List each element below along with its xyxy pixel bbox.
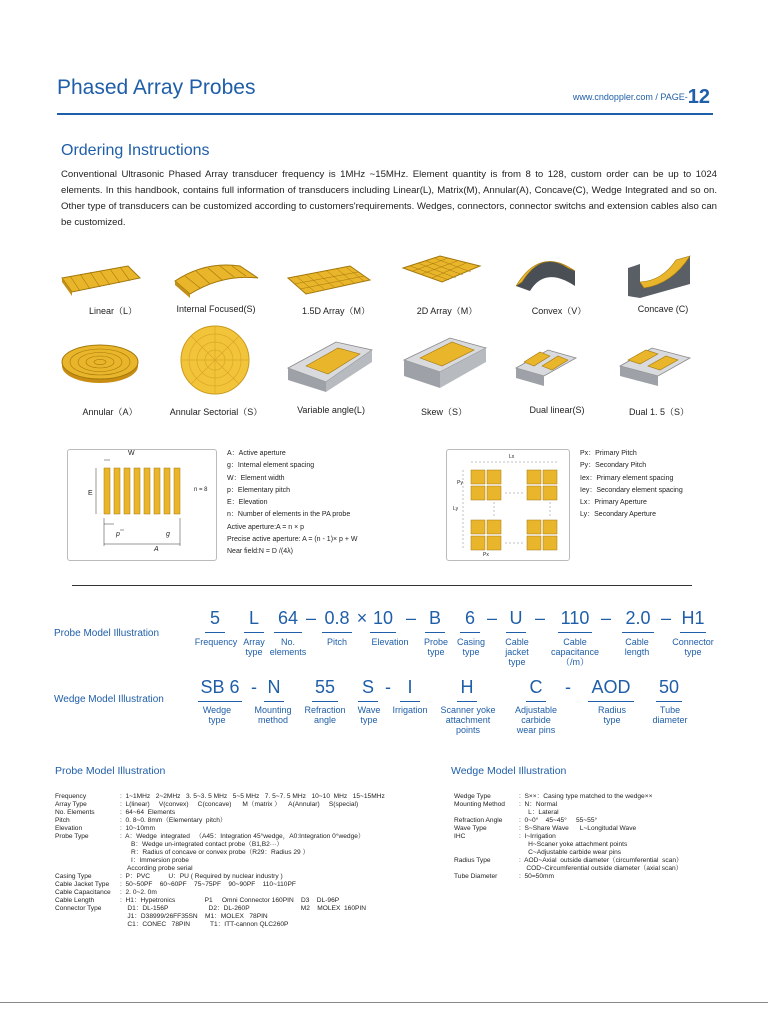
array-2d-probe-image xyxy=(403,256,480,282)
code-pitch: 0.8 xyxy=(324,608,350,628)
legend-line: E：Elevation xyxy=(227,499,268,507)
caption-wedge-type: Wedge type xyxy=(202,705,232,725)
wedge-model-captions xyxy=(0,705,768,739)
linear-aperture-diagram xyxy=(67,449,217,561)
wedge-model-code xyxy=(0,677,768,707)
probe-spec-labels: Frequency Array Type No. Elements Pitch Elevation Probe Type Casing Type Cable Jacket Type Cable Capacitance Cable Length Connector Type xyxy=(55,793,111,912)
wedge-spec-values: : S××：Casing type matched to the wedge×× : N：Normal L：Lateral : 0~0° 45~45° 55~55° : S~Share Wave L~Longitudal Wave : I~Irrigation H~Scaner yoke attachment points C~Adjustable carbide wear pins : AOD~Axial outside diameter（circumferential scan） COD~Circumferential outside diameter（axial scan） : 50=50mm xyxy=(519,793,683,880)
probe-label-annular-sectorial: Annular Sectorial（S） xyxy=(169,407,263,417)
code-dash: - xyxy=(385,677,391,697)
dual-1-5-probe-image xyxy=(620,348,690,386)
code-tube-diameter: 50 xyxy=(658,677,680,697)
probe-label-skew: Skew（S） xyxy=(420,407,467,417)
caption-mounting: Mounting method xyxy=(254,705,292,725)
legend-line: Iey：Secondary element spacing xyxy=(580,486,683,494)
probe-images-row1 xyxy=(0,236,768,306)
probe-spec-title: Probe Model Illustration xyxy=(55,765,166,777)
page-label: / PAGE- xyxy=(652,92,688,102)
page-number: 12 xyxy=(687,86,710,108)
label-n: n = 8 xyxy=(194,487,208,493)
section-title-ordering: Ordering Instructions xyxy=(61,142,210,159)
code-frequency: 5 xyxy=(209,608,220,628)
label-a: A xyxy=(154,546,159,553)
code-times: × xyxy=(356,608,368,628)
legend-line: A：Active aperture xyxy=(227,450,286,457)
code-probe-type: B xyxy=(428,608,441,628)
caption-radius-type: Radius type xyxy=(597,705,626,725)
caption-cable-length: Cable length xyxy=(624,637,650,657)
probe-labels-row2 xyxy=(0,405,768,419)
matrix-aperture-legend xyxy=(580,448,683,522)
footer-rule xyxy=(0,1002,768,1003)
legend-line: Iex：Primary element spacing xyxy=(580,474,674,482)
page-header-right xyxy=(573,86,710,109)
underline xyxy=(680,632,706,633)
caption-pitch: Pitch xyxy=(326,637,347,647)
code-dash: – xyxy=(534,608,545,628)
wedge-spec-title: Wedge Model Illustration xyxy=(451,765,567,777)
caption-cable-jacket: Cable jacket type xyxy=(505,637,529,667)
probe-label-1-5d-array: 1.5D Array（M） xyxy=(301,306,370,316)
concave-probe-image xyxy=(628,256,690,298)
caption-refraction: Refraction angle xyxy=(304,705,346,725)
underline xyxy=(264,701,284,702)
code-cable-capacitance: 110 xyxy=(560,608,590,628)
legend-line: p：Elementary pitch xyxy=(227,486,291,494)
underline xyxy=(322,632,352,633)
underline xyxy=(370,632,396,633)
underline xyxy=(526,701,546,702)
code-casing-type: 6 xyxy=(464,608,475,628)
variable-angle-probe-image xyxy=(288,342,372,392)
linear-probe-image xyxy=(62,266,140,296)
caption-array-type: Array type xyxy=(243,637,265,657)
wedge-model-label: Wedge Model Illustration xyxy=(54,694,164,705)
code-elements: 64 xyxy=(277,608,299,628)
underline xyxy=(400,701,420,702)
probe-labels-row1 xyxy=(0,304,768,318)
code-dash: – xyxy=(660,608,671,628)
code-mounting: N xyxy=(267,677,281,697)
label-g: g xyxy=(166,531,170,538)
probe-label-convex: Convex（V） xyxy=(531,306,587,316)
code-wave-type: S xyxy=(361,677,374,697)
caption-probe-type: Probe type xyxy=(423,637,449,657)
caption-carbide: Adjustable carbide wear pins xyxy=(514,705,558,735)
legend-line: Py：Secondary Pitch xyxy=(580,462,647,470)
code-dash: – xyxy=(486,608,497,628)
probe-label-internal-focused: Internal Focused(S) xyxy=(176,304,256,314)
section-divider xyxy=(72,585,692,586)
legend-line: Precise active aperture: A = (n - 1)× p + W xyxy=(227,536,358,544)
code-carbide: C xyxy=(529,677,543,697)
label-py: Py xyxy=(457,480,463,486)
code-cable-length: 2.0 xyxy=(625,608,651,628)
code-wedge-type: SB 6 xyxy=(200,677,240,697)
underline xyxy=(274,632,302,633)
code-array-type: L xyxy=(248,608,259,628)
annular-probe-image xyxy=(62,345,138,383)
legend-line: Active aperture:A = n × p xyxy=(227,523,305,531)
legend-line: Px：Primary Pitch xyxy=(580,450,637,457)
label-lx: Lx xyxy=(509,454,515,460)
probe-label-dual-1-5: Dual 1. 5（S） xyxy=(628,407,690,417)
code-elevation: 10 xyxy=(372,608,394,628)
legend-line: Near field:N = D /(4λ) xyxy=(227,548,293,556)
header-rule xyxy=(57,113,713,115)
website-link[interactable]: www.cndoppler.com xyxy=(572,92,653,102)
label-p: p xyxy=(116,531,120,538)
wedge-spec-labels: Wedge Type Mounting Method Refraction Angle Wave Type IHC Radius Type Tube Diameter xyxy=(454,793,505,880)
probe-model-label: Probe Model Illustration xyxy=(54,628,160,639)
probe-images-row2 xyxy=(0,320,768,402)
underline xyxy=(588,701,634,702)
underline xyxy=(457,701,477,702)
probe-label-2d-array: 2D Array（M） xyxy=(416,306,478,316)
code-cable-jacket: U xyxy=(509,608,523,628)
caption-elements: No. elements xyxy=(269,637,307,657)
legend-line: n：Number of elements in the PA probe xyxy=(227,511,351,519)
linear-aperture-drawing xyxy=(68,450,218,562)
probe-label-variable-angle: Variable angle(L) xyxy=(297,405,365,415)
ordering-paragraph: Conventional Ultrasonic Phased Array transducer frequency is 1MHz ~15MHz. Element quantity is from 8 to 128, custom order can be up to 1024 elements. In this handbook, contains full information of transducers including Linear(L), Matrix(M), Annular(A), Concave(C), Wedge Integrated and so on. Other type of transducers can be customized according to customers'requirements. Wedges, connectors, connector switchs and extension cables also can be customized. xyxy=(61,169,717,228)
caption-wave-type: Wave type xyxy=(357,705,381,725)
caption-elevation: Elevation xyxy=(371,637,409,647)
code-irrigation: I xyxy=(407,677,413,697)
page-title: Phased Array Probes xyxy=(57,76,256,99)
legend-line: W：Element width xyxy=(227,474,285,482)
probe-label-dual-linear: Dual linear(S) xyxy=(529,405,585,415)
code-refraction: 55 xyxy=(314,677,336,697)
caption-cable-capacitance: Cable capacitance （/m） xyxy=(550,637,600,667)
caption-tube-diameter: Tube diameter xyxy=(652,705,688,725)
underline xyxy=(506,632,526,633)
internal-focused-probe-image xyxy=(175,265,258,298)
legend-line: g：Internal element spacing xyxy=(227,462,315,470)
array-1-5d-probe-image xyxy=(288,266,370,294)
probe-model-captions xyxy=(0,637,768,669)
skew-probe-image xyxy=(404,338,486,388)
underline xyxy=(622,632,654,633)
probe-label-annular: Annular（A） xyxy=(82,407,138,417)
annular-sectorial-probe-image xyxy=(181,326,249,394)
legend-line: Lx：Primary Aperture xyxy=(580,499,647,507)
matrix-aperture-diagram xyxy=(446,449,570,561)
label-e: E xyxy=(88,490,93,497)
caption-frequency: Frequency xyxy=(194,637,238,647)
underline xyxy=(244,632,264,633)
underline xyxy=(425,632,445,633)
code-radius-type: AOD xyxy=(591,677,631,697)
code-dash: - xyxy=(251,677,257,697)
caption-casing-type: Casing type xyxy=(456,637,485,657)
underline xyxy=(198,701,242,702)
caption-scanner-yoke: Scanner yoke attachment points xyxy=(440,705,496,735)
label-px: Px xyxy=(483,552,489,558)
underline xyxy=(460,632,480,633)
underline xyxy=(205,632,225,633)
underline xyxy=(312,701,338,702)
dual-linear-probe-image xyxy=(516,350,576,386)
probe-label-concave: Concave (C) xyxy=(637,304,689,314)
code-dash: – xyxy=(600,608,611,628)
label-ly: Ly xyxy=(453,506,459,512)
code-dash: – xyxy=(305,608,316,628)
underline xyxy=(358,701,378,702)
probe-spec-values: : 1~1MHz 2~2MHz 3. 5~3. 5 MHz 5~5 MHz 7. 5~7. 5 MHz 10~10 MHz 15~15MHz : L(linear) V(convex) C(concave) M（matrix ） A(Annular) S(special) : 64~64 Elements : 0. 8~0. 8mm（Elementary pitch） : 10~10mm : A：Wedge integrated （A45：Integration 45°wedge，A0:Integration 0°wedge） B：Wedge un-integrated contact probe（B1,B2···） R：Radius of concave or convex probe（R29：Radius 29 ） I：Immersion probe According probe serial : P：PVC U：PU ( Required by nuclear industry ) : 50~50PF 60~60PF 75~75PF 90~90PF 110~110PF : 2. 0~2. 0m : H1：Hypetronics P1 Omni Connector 160PIN D3 DL-96P D1：DL-156P D2：DL-260P M2 MOLEX 160PIN J1：D38999/26FF35SN M1：MOLEX 78PIN C1：CONEC 78PIN T1：ITT-cannon QLC260P xyxy=(120,793,385,928)
underline xyxy=(558,632,592,633)
linear-aperture-legend xyxy=(227,448,358,559)
code-connector: H1 xyxy=(681,608,705,628)
underline xyxy=(656,701,682,702)
caption-connector: Connector type xyxy=(672,637,714,657)
code-dash: - xyxy=(565,677,571,697)
code-scanner-yoke: H xyxy=(460,677,474,697)
code-dash: – xyxy=(405,608,416,628)
label-w: W xyxy=(128,450,135,457)
matrix-aperture-drawing xyxy=(447,450,571,562)
probe-label-linear: Linear（L） xyxy=(88,306,138,316)
caption-irrigation: Irrigation xyxy=(392,705,428,715)
convex-probe-image xyxy=(516,261,575,291)
legend-line: Ly：Secondary Aperture xyxy=(580,511,657,519)
